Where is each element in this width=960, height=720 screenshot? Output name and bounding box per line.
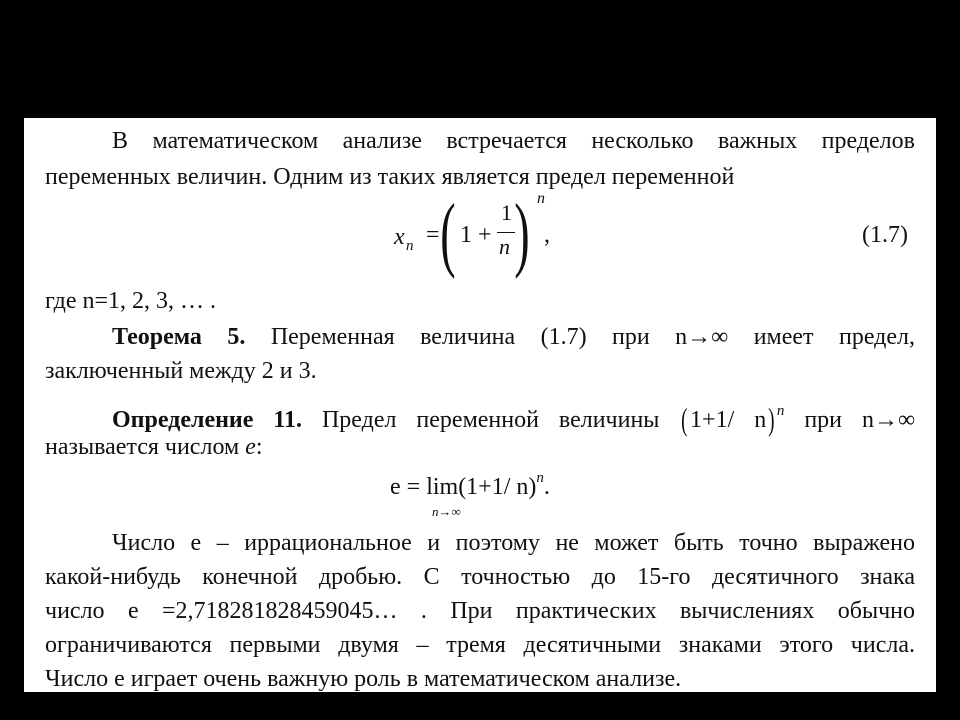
paragraph1-line1: В математическом анализе встречается несколько важных пределов — [112, 128, 915, 154]
definition-line2: называется числом e: — [45, 434, 263, 460]
eq-right-paren: ) — [514, 187, 530, 280]
paragraph2-line4: ограничиваются первыми двумя – тремя десятичными знаками этого числа. — [45, 632, 915, 658]
where-line: где n=1, 2, 3, … . — [45, 288, 217, 314]
definition-tail: при n→∞ — [804, 407, 916, 433]
eq-one: 1 — [460, 222, 472, 248]
definition-line1 — [112, 396, 915, 435]
eq-lhs-sub: n — [406, 238, 414, 254]
equation-e-main: e = lim(1+1/ n)$^n$. — [390, 470, 550, 500]
theorem-text: Переменная величина (1.7) при n→∞ имеет предел, — [270, 324, 915, 350]
definition-var-e: e — [245, 434, 256, 460]
equation-number: (1.7) — [862, 222, 908, 248]
definition-inline-expr: (1+1/ n) $^n$ — [681, 401, 785, 437]
equation-e-limit-sub: n→∞ — [432, 504, 461, 519]
paragraph2-line3: число e =2,718281828459045… . При практических вычислениях обычно — [45, 598, 915, 624]
paragraph1-line2: переменных величин. Одним из таких является предел переменной — [45, 164, 735, 190]
eq-power: n — [537, 190, 545, 207]
eq-left-paren: ( — [440, 187, 456, 280]
paragraph2-line5: Число e играет очень важную роль в математическом анализе. — [45, 666, 682, 692]
paragraph2-line2: какой-нибудь конечной дробью. С точностью до 15-го десятичного знака — [45, 564, 915, 590]
paragraph2-line1: Число e – иррациональное и поэтому не может быть точно выражено — [112, 530, 915, 556]
document-page — [24, 118, 936, 692]
theorem-label: Теорема 5. — [112, 324, 246, 350]
eq-frac-den: n — [499, 234, 510, 259]
eq-frac-bar — [497, 232, 515, 233]
definition-text: Предел переменной величины — [321, 407, 660, 433]
theorem-line2: заключенный между 2 и 3. — [45, 358, 317, 384]
equation-1-7 — [394, 187, 594, 280]
definition-label: Определение 11. — [112, 407, 303, 433]
eq-plus: + — [478, 222, 492, 248]
equation-e — [390, 470, 610, 526]
theorem-line1 — [112, 322, 915, 352]
eq-comma: , — [544, 222, 550, 248]
eq-lhs-var: x — [394, 224, 405, 250]
eq-frac-num: 1 — [501, 200, 512, 225]
eq-equals: = — [426, 222, 440, 248]
